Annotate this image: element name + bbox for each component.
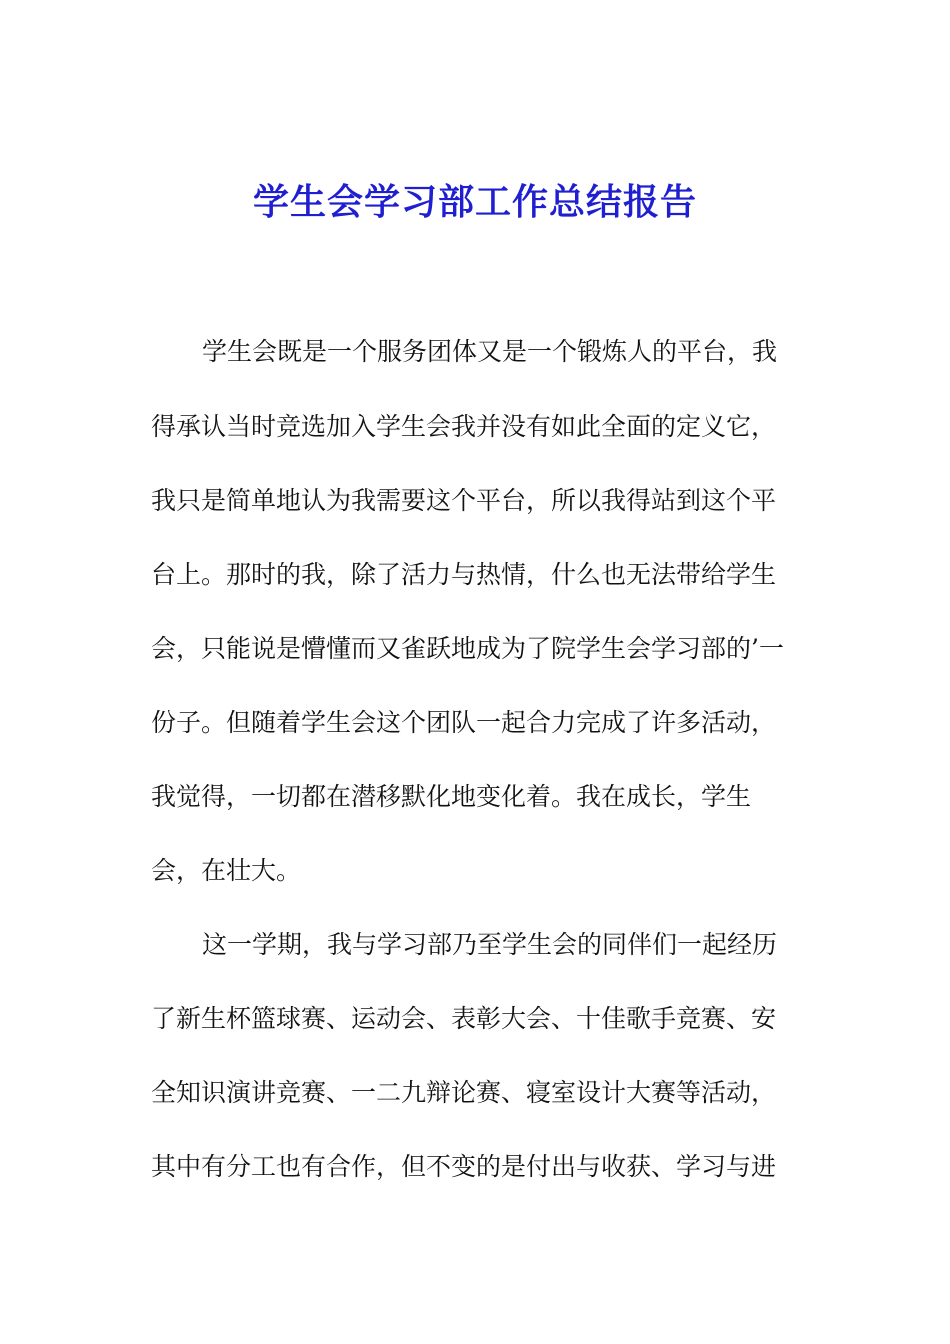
paragraph-1-line-2: 得承认当时竞选加入学生会我并没有如此全面的定义它，	[151, 412, 777, 441]
paragraph-1-line-4: 台上。那时的我，除了活力与热情，什么也无法带给学生	[151, 560, 777, 589]
paragraph-2-line-3: 全知识演讲竞赛、一二九辩论赛、寝室设计大赛等活动，	[151, 1078, 777, 1107]
paragraph-2-line-4: 其中有分工也有合作，但不变的是付出与收获、学习与进	[151, 1152, 777, 1181]
paragraph-1-line-7: 我觉得，一切都在潜移默化地变化着。我在成长，学生	[151, 782, 752, 811]
paragraph-2-line-2: 了新生杯篮球赛、运动会、表彰大会、十佳歌手竞赛、安	[151, 1004, 777, 1033]
paragraph-1-line-6: 份子。但随着学生会这个团队一起合力完成了许多活动，	[151, 708, 777, 737]
paragraph-1-line-3: 我只是简单地认为我需要这个平台，所以我得站到这个平	[151, 486, 777, 515]
paragraph-1-line-1: 学生会既是一个服务团体又是一个锻炼人的平台，我	[202, 337, 778, 366]
paragraph-2-line-1: 这一学期，我与学习部乃至学生会的同伴们一起经历	[202, 930, 778, 959]
paragraph-1-line-8: 会，在壮大。	[151, 856, 302, 885]
paragraph-1-line-5: 会，只能说是懵懂而又雀跃地成为了院学生会学习部的’一	[151, 634, 784, 663]
document-title: 学生会学习部工作总结报告	[252, 181, 697, 223]
